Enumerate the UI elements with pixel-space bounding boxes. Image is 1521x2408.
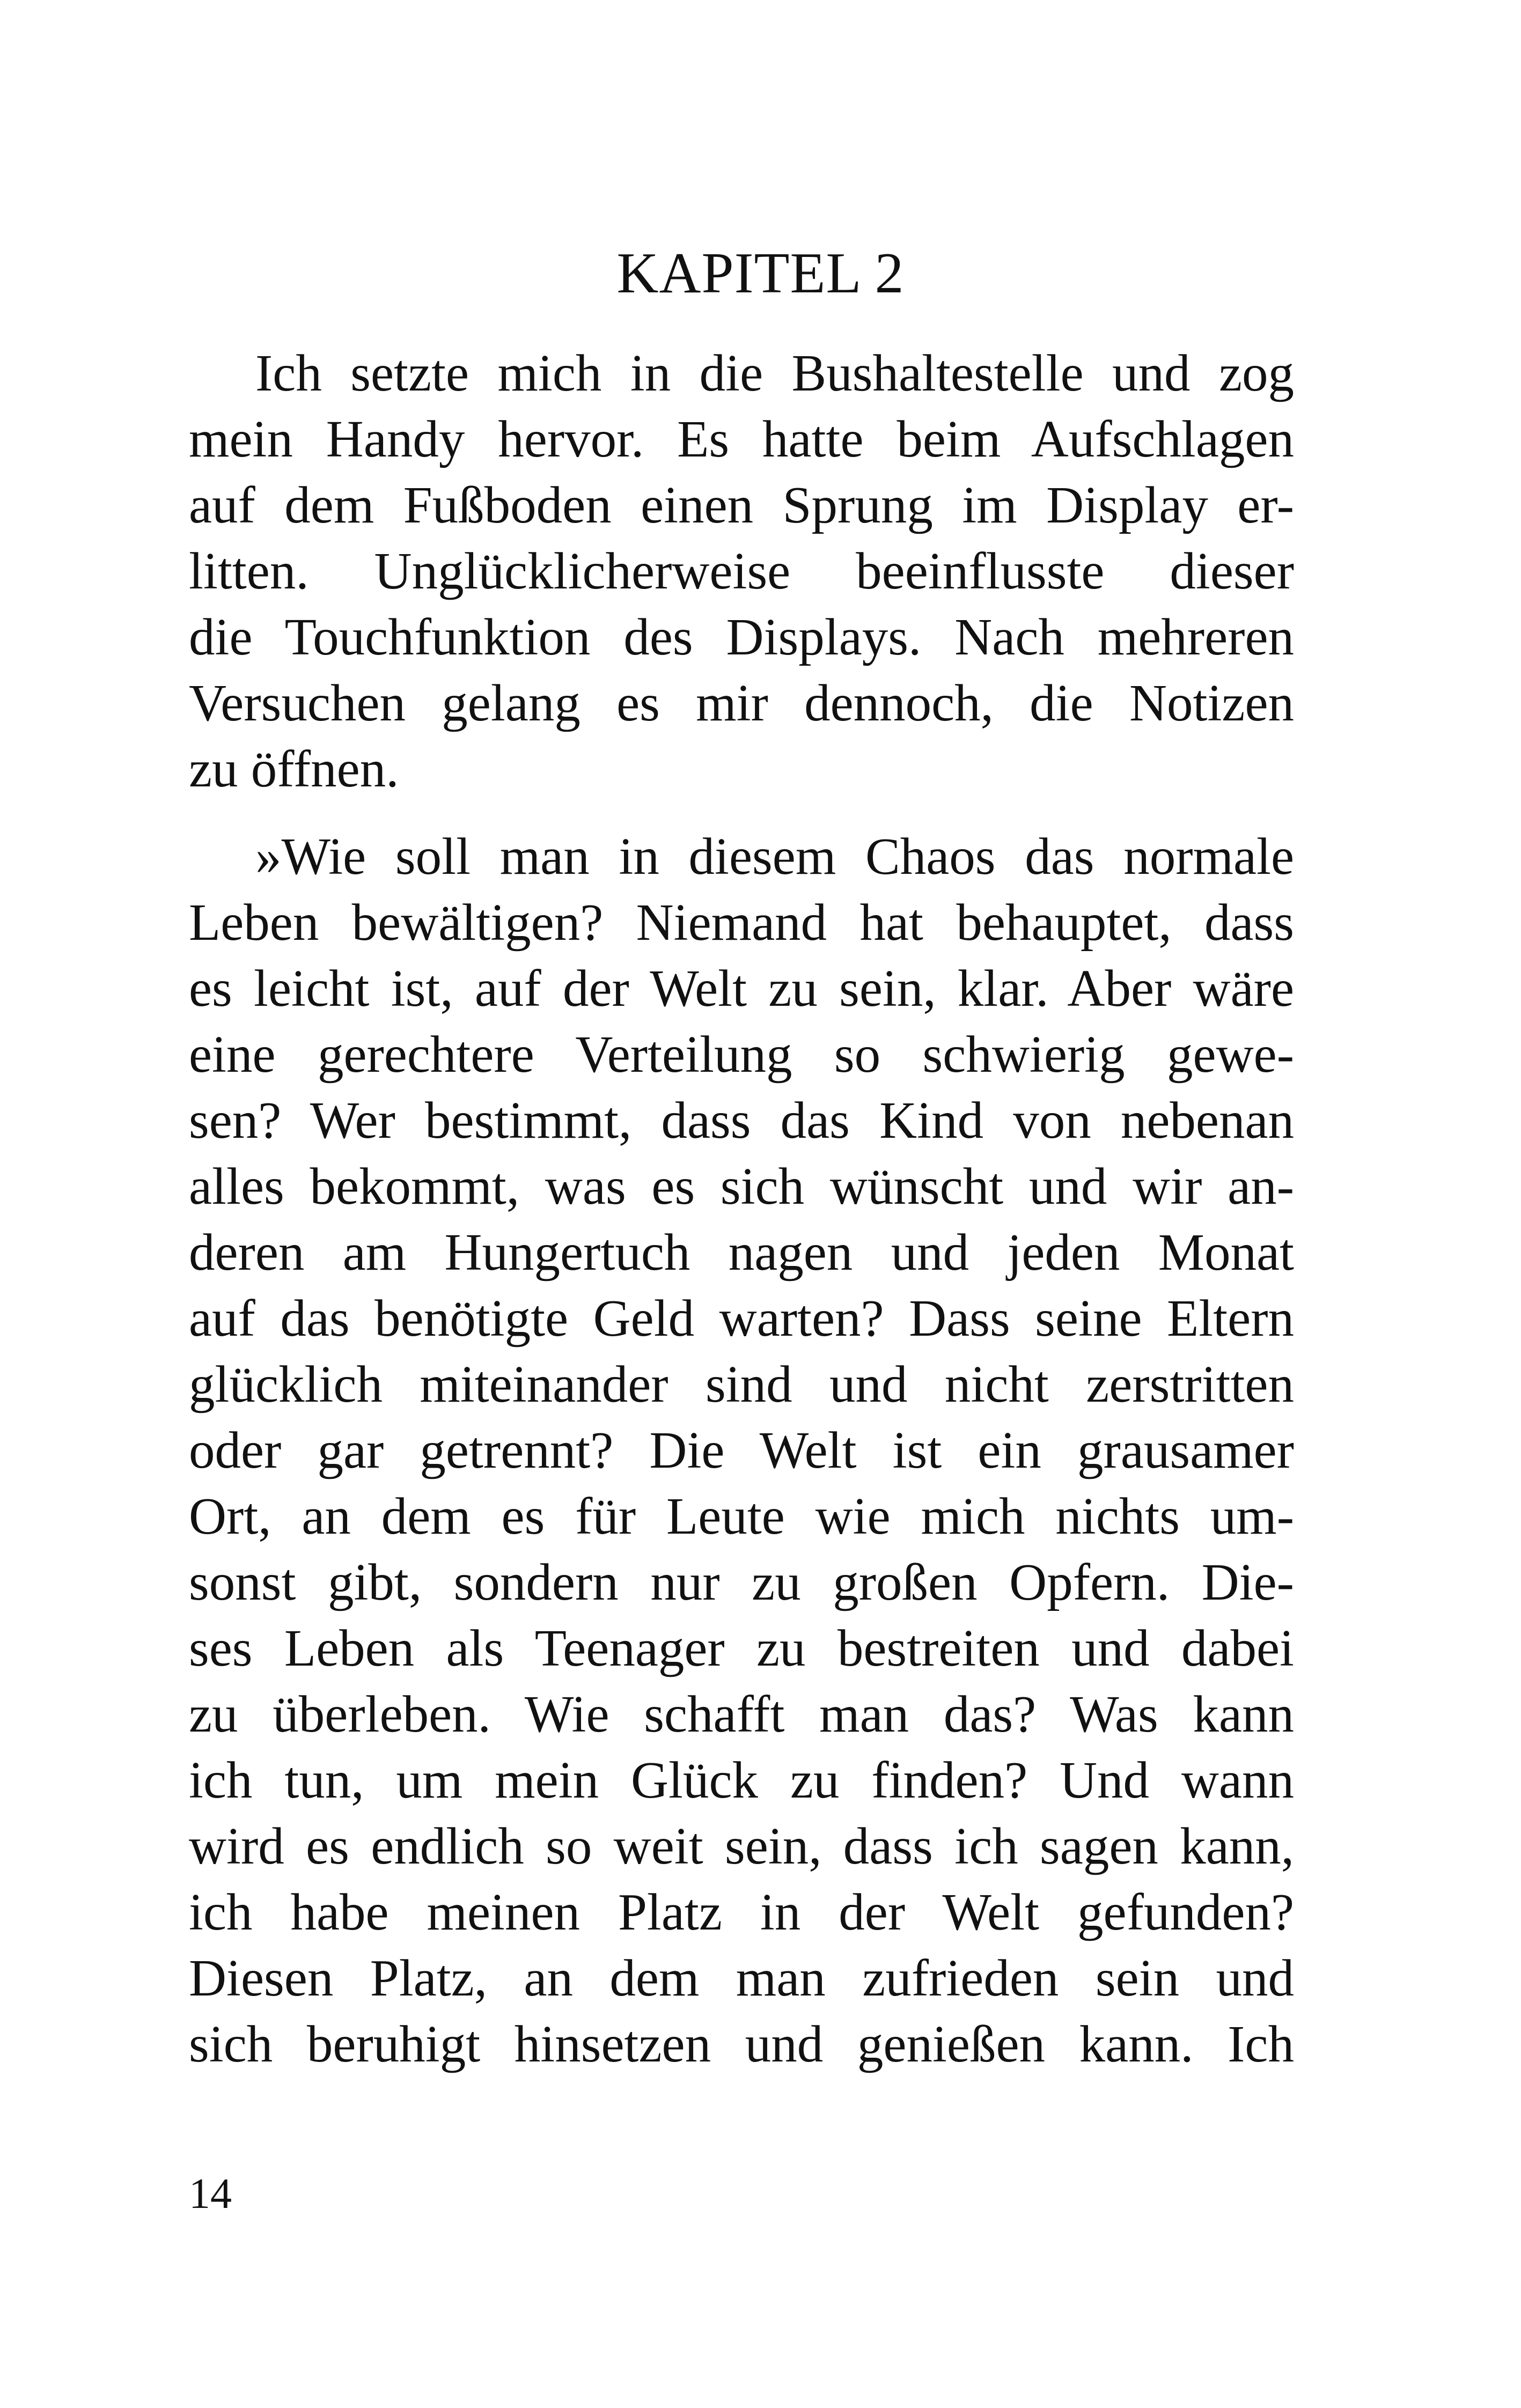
paragraph-2-line-8: auf das benötigte Geld warten? Dass seine Eltern	[189, 1290, 1294, 1347]
paragraph-2-line-12: sonst gibt, sondern nur zu großen Opfern. Die-	[189, 1553, 1294, 1611]
paragraph-2-line-15: ich tun, um mein Glück zu finden? Und wann	[189, 1751, 1294, 1809]
paragraph-2-line-9: glücklich miteinander sind und nicht zerstritten	[189, 1356, 1294, 1413]
paragraph-1-line-5: die Touchfunktion des Displays. Nach mehreren	[189, 608, 1294, 666]
paragraph-2-line-10: oder gar getrennt? Die Welt ist ein grausamer	[189, 1422, 1294, 1479]
paragraph-2-line-16: wird es endlich so weit sein, dass ich sagen kann,	[189, 1817, 1294, 1875]
paragraph-2-line-18: Diesen Platz, an dem man zufrieden sein und	[189, 1949, 1294, 2007]
paragraph-2-line-11: Ort, an dem es für Leute wie mich nichts um-	[189, 1487, 1294, 1545]
paragraph-1-line-2: mein Handy hervor. Es hatte beim Aufschlagen	[189, 410, 1294, 468]
paragraph-2-line-19: sich beruhigt hinsetzen und genießen kann. Ich	[189, 2015, 1294, 2073]
paragraph-2-line-6: alles bekommt, was es sich wünscht und wir an-	[189, 1158, 1294, 1215]
paragraph-2-line-2: Leben bewältigen? Niemand hat behauptet, dass	[189, 894, 1294, 951]
paragraph-1-line-3: auf dem Fußboden einen Sprung im Display er-	[189, 476, 1294, 534]
paragraph-2-line-1: »Wie soll man in diesem Chaos das normale	[255, 828, 1294, 885]
chapter-title: KAPITEL 2	[616, 241, 905, 305]
paragraph-2-line-5: sen? Wer bestimmt, dass das Kind von nebenan	[189, 1092, 1294, 1149]
page-number: 14	[189, 2170, 232, 2218]
paragraph-2-line-14: zu überleben. Wie schafft man das? Was kann	[189, 1685, 1294, 1743]
paragraph-1-line-4: litten. Unglücklicherweise beeinflusste dieser	[189, 542, 1294, 600]
paragraph-2-line-3: es leicht ist, auf der Welt zu sein, klar. Aber wäre	[189, 960, 1294, 1017]
paragraph-2-line-4: eine gerechtere Verteilung so schwierig gewe-	[189, 1026, 1294, 1083]
paragraph-1-line-6: Versuchen gelang es mir dennoch, die Notizen	[189, 674, 1294, 732]
paragraph-gap	[189, 802, 1294, 823]
paragraph-2-line-7: deren am Hungertuch nagen und jeden Monat	[189, 1224, 1294, 1281]
paragraph-2-line-13: ses Leben als Teenager zu bestreiten und dabei	[189, 1619, 1294, 1677]
paragraph-1-line-7: zu öffnen.	[189, 740, 399, 798]
paragraph-2-line-17: ich habe meinen Platz in der Welt gefunden?	[189, 1883, 1294, 1941]
paragraph-1-line-1: Ich setzte mich in die Bushaltestelle und zog	[255, 344, 1294, 402]
body-text	[189, 340, 1294, 2077]
